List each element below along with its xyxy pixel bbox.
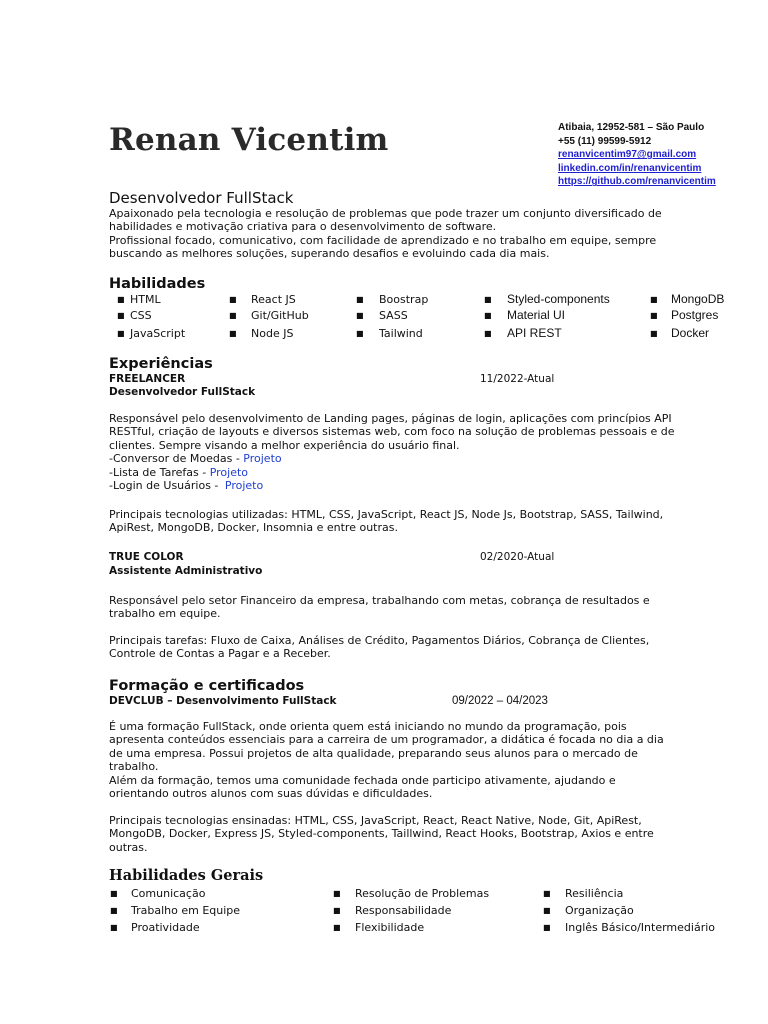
bullet-icon: ■ [543,923,551,932]
education-heading: Formação e certificados [109,678,305,694]
skill-item: Docker [671,326,710,340]
skill-item: Boostrap [379,293,429,306]
education-date: 09/2022 – 04/2023 [452,695,548,707]
bullet-icon: ■ [356,311,364,320]
job-date: 11/2022-Atual [480,373,555,385]
education-line: de uma empresa. Possui projetos de alta qualidade, preparando seus alunos para o mercado de [109,746,638,760]
contact-block [558,121,716,189]
education-course: DEVCLUB – Desenvolvimento FullStack [109,695,337,707]
general-skill-item: Comunicação [131,887,206,900]
skill-item: Git/GitHub [251,309,309,322]
profile-title: Desenvolvedor FullStack [109,189,294,207]
job-desc-line: Responsável pelo setor Financeiro da empresa, trabalhando com metas, cobrança de resultados e [109,594,650,607]
contact-github-link[interactable]: https://github.com/renanvicentim [558,176,716,188]
project-label: -Conversor de Moedas - [109,452,244,466]
job-role: Desenvolvedor FullStack [109,386,256,398]
project-item [109,452,694,465]
job-desc-line: Responsável pelo desenvolvimento de Landing pages, páginas de login, aplicações com princípios API [109,412,672,425]
general-skills-heading: Habilidades Gerais [109,867,264,884]
bullet-icon: ■ [356,329,364,338]
project-label: -Lista de Tarefas - [109,465,210,479]
profile-line: buscando as melhores soluções, superando desafios e evoluindo cada dia mais. [109,247,550,261]
bullet-icon: ■ [650,329,658,338]
general-skill-item: Trabalho em Equipe [131,904,241,917]
general-skill-item: Responsabilidade [355,904,452,917]
job-company: FREELANCER [109,373,186,385]
skill-item: Postgres [671,308,719,322]
bullet-icon: ■ [110,906,118,915]
bullet-icon: ■ [650,311,658,320]
experience-heading: Experiências [109,356,213,372]
skill-item: React JS [251,293,296,306]
project-item [109,466,694,479]
job-desc-line: trabalho em equipe. [109,607,221,621]
bullet-icon: ■ [333,906,341,915]
skill-item: HTML [130,293,161,306]
bullet-icon: ■ [484,295,492,304]
bullet-icon: ■ [229,295,237,304]
contact-address: Atibaia, 12952-581 – São Paulo [558,122,705,133]
general-skill-item: Resolução de Problemas [355,887,490,900]
education-line: apresenta conteúdos essenciais para a carreira de um programador, a didática é focada no dia a dia [109,733,664,747]
bullet-icon: ■ [333,923,341,932]
job-desc-line: RESTful, criação de layouts e diversos sistemas web, com foco na solução de problemas pessoais e de [109,425,675,439]
profile-line: Profissional focado, comunicativo, com facilidade de aprendizado e no trabalho em equipe, sempre [109,233,657,247]
bullet-icon: ■ [110,889,118,898]
general-skill-item: Flexibilidade [355,921,425,934]
bullet-icon: ■ [543,906,551,915]
education-technologies [109,814,694,854]
job-role: Assistente Administrativo [109,565,263,577]
skill-item: JavaScript [130,327,186,340]
job-description [109,594,694,621]
candidate-name: Renan Vicentim [109,122,389,158]
bullet-icon: ■ [333,889,341,898]
contact-phone: +55 (11) 99599-5912 [558,135,652,147]
bullet-icon: ■ [356,295,364,304]
bullet-icon: ■ [229,311,237,320]
job-task-line: Principais tarefas: Fluxo de Caixa, Análises de Crédito, Pagamentos Diários, Cobrança de Clientes, [109,634,650,647]
profile-summary [109,207,694,261]
education-line: trabalho. [109,760,159,774]
general-skill-item: Organização [565,904,634,917]
general-skill-item: Proatividade [131,921,200,934]
job-tech-line: ApiRest, MongoDB, Docker, Insomnia e entre outras. [109,521,398,535]
bullet-icon: ■ [117,295,125,304]
job-technologies [109,508,694,535]
general-skill-item: Inglês Básico/Intermediário [565,921,716,934]
bullet-icon: ■ [543,889,551,898]
job-tasks [109,634,694,661]
skill-item: MongoDB [671,292,725,306]
education-line: É uma formação FullStack, onde orienta quem está iniciando no mundo da programação, pois [109,720,627,733]
project-link[interactable]: Projeto [224,479,264,493]
general-skill-item: Resiliência [565,887,624,900]
skills-heading: Habilidades [109,276,206,292]
contact-linkedin-link[interactable]: linkedin.com/in/renanvicentim [558,162,702,174]
general-skills-list [0,885,768,937]
job-date: 02/2020-Atual [480,551,555,563]
project-link[interactable]: Projeto [243,452,282,466]
bullet-icon: ■ [110,923,118,932]
skill-item: Tailwind [379,327,423,340]
bullet-icon: ■ [117,329,125,338]
education-line: orientando outros alunos com suas dúvidas e dificuldades. [109,787,433,801]
job-task-line: Controle de Contas a Pagar e a Receber. [109,647,331,661]
education-line: Além da formação, temos uma comunidade fechada onde participo ativamente, ajudando e [109,773,616,787]
skill-item: Material UI [507,308,566,322]
skill-item: SASS [379,309,408,322]
skills-list [0,291,768,351]
education-description [109,720,694,800]
profile-line: Apaixonado pela tecnologia e resolução de problemas que pode trazer um conjunto diversificado de [109,207,662,220]
bullet-icon: ■ [650,295,658,304]
job-description [109,412,694,492]
bullet-icon: ■ [484,329,492,338]
education-tech-line: Principais tecnologias ensinadas: HTML, CSS, JavaScript, React, React Native, Node, Git, ApiRest, [109,814,642,827]
skill-item: CSS [130,309,152,322]
contact-email-link[interactable]: renanvicentim97@gmail.com [558,149,697,161]
skill-item: Styled-components [507,292,610,306]
bullet-icon: ■ [117,311,125,320]
project-link[interactable]: Projeto [209,465,249,479]
skill-item: Node JS [251,327,294,340]
job-company: TRUE COLOR [109,551,184,563]
profile-line: habilidades e motivação criativa para o desenvolvimento de software. [109,220,497,234]
job-desc-line: clientes. Sempre visando a melhor experiência do usuário final. [109,438,460,452]
education-tech-line: outras. [109,840,148,854]
skill-item: API REST [507,326,562,340]
job-tech-line: Principais tecnologias utilizadas: HTML, CSS, JavaScript, React JS, Node Js, Bootstrap, SASS, Tailwind, [109,508,664,521]
bullet-icon: ■ [229,329,237,338]
education-tech-line: MongoDB, Docker, Express JS, Styled-components, Taillwind, React Hooks, Bootstrap, Axios e entre [109,827,654,841]
project-item [109,479,694,492]
project-label: -Login de Usuários - [109,479,222,493]
bullet-icon: ■ [484,311,492,320]
